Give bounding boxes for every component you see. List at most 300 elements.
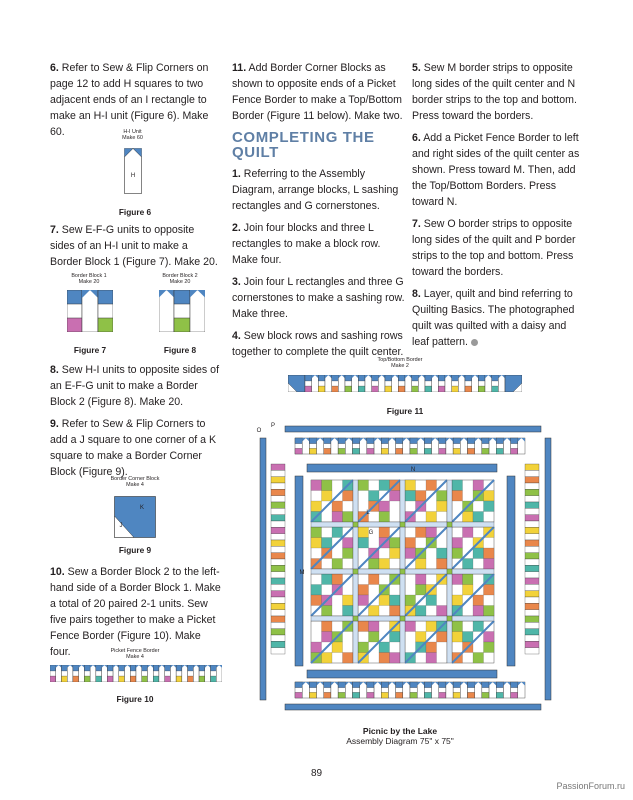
assembly-bottom-border-top-square (482, 682, 489, 688)
fig10-top-square (73, 665, 79, 671)
block-patch (416, 559, 427, 570)
assembly-top-border-top-square (482, 438, 489, 444)
assembly-bottom-border-accent-square (468, 692, 475, 698)
block-patch (379, 512, 390, 523)
block-patch (463, 512, 474, 523)
assembly-right-border-piece (525, 648, 539, 654)
block-patch (473, 512, 484, 523)
fig10-accent-square (107, 676, 113, 682)
block-patch (437, 632, 448, 643)
assembly-bottom-border-top-square (309, 682, 316, 688)
fig10-top-square (211, 665, 217, 671)
fig6-caption: Figure 6 (118, 207, 152, 217)
assembly-right-border-piece (525, 565, 539, 571)
block-patch (473, 548, 484, 559)
sashing-l (400, 480, 405, 522)
block-patch (473, 606, 484, 617)
assembly-left-border-piece (271, 508, 285, 514)
assembly-left-border-piece (271, 641, 285, 647)
fig10-accent-square (199, 676, 205, 682)
block-patch (322, 606, 333, 617)
assembly-top-border-accent-square (511, 448, 518, 454)
assembly-left-border-piece (271, 572, 285, 578)
block-patch (379, 527, 390, 538)
block-patch (405, 491, 416, 502)
fig11-top-square (492, 375, 499, 381)
block-patch (463, 585, 474, 596)
fig10-top-square (188, 665, 194, 671)
fig9-label-k: K (139, 505, 144, 511)
fig10-piece (193, 665, 199, 682)
assembly-right-border-piece (525, 584, 539, 590)
assembly-bottom-border-accent-square (381, 692, 388, 698)
assembly-top-border-accent-square (410, 448, 417, 454)
fig10-top-square (50, 665, 56, 671)
cornerstone-g (353, 522, 358, 527)
fig10-top-square (61, 665, 67, 671)
block-patch (484, 548, 495, 559)
sashing-l (311, 569, 353, 574)
step-1-middle: 1. Referring to the Assembly Diagram, arrange blocks, L sashing rectangles and G cornerstones. (232, 168, 399, 212)
sashing-l (447, 621, 452, 663)
fig11-caption: Figure 11 (386, 406, 424, 416)
fig11-piece (352, 375, 359, 392)
assembly-bottom-border-top-square (324, 682, 331, 688)
fig11-top-square (412, 375, 419, 381)
block-patch (426, 621, 437, 632)
assembly-top-border-top-square (439, 438, 446, 444)
sashing-l (405, 522, 447, 527)
fig10-top-square (142, 665, 148, 671)
assembly-bottom-border-accent-square (410, 692, 417, 698)
assembly-top-border-accent-square (453, 448, 460, 454)
step-7-right: 7. Sew O border strips to opposite long sides of the quilt and P border strips to the top and bottom. Press toward the borders. (412, 218, 576, 278)
block-patch (452, 574, 463, 585)
cornerstone-g (353, 569, 358, 574)
block-patch (322, 653, 333, 664)
block-patch (311, 585, 322, 596)
assembly-top-border-accent-square (309, 448, 316, 454)
block-patch (379, 595, 390, 606)
cornerstone-g (400, 616, 405, 621)
fig11-accent-square (345, 386, 352, 392)
fig11-piece (458, 375, 465, 392)
fig11-accent-square (358, 386, 365, 392)
fig11-piece (498, 375, 505, 392)
fig10-piece (113, 665, 119, 682)
assembly-left-border-piece (271, 496, 285, 502)
border-strip-p (285, 426, 541, 432)
assembly-left-border-piece (271, 515, 285, 521)
assembly-bottom-border-accent-square (338, 692, 345, 698)
block-patch (437, 548, 448, 559)
fig10-piece (170, 665, 176, 682)
assembly-left-border-piece (271, 489, 285, 495)
block-patch (311, 538, 322, 549)
assembly-right-border-piece (525, 559, 539, 565)
assembly-left-border-piece (271, 648, 285, 654)
assembly-bottom-border-top-square (496, 682, 503, 688)
fig11-piece (365, 375, 372, 392)
sashing-l (353, 621, 358, 663)
assembly-left-border-piece (271, 534, 285, 540)
fig10-accent-square (73, 676, 79, 682)
sashing-l (358, 522, 400, 527)
block-patch (390, 606, 401, 617)
assembly-title: Picnic by the Lake Assembly Diagram 75" x 75" (346, 726, 454, 746)
assembly-bottom-border-top-square (453, 682, 460, 688)
step-11-middle: 11. Add Border Corner Blocks as shown to opposite ends of a Picket Fence Border to make a Top/Bottom Border (Figure 11 below). Make two. (232, 62, 403, 122)
column-middle (232, 60, 408, 366)
assembly-right-border-piece (525, 635, 539, 641)
fig10-accent-square (176, 676, 182, 682)
fig9-border-corner-block (114, 496, 156, 538)
assembly-bottom-border-accent-square (295, 692, 302, 698)
block-patch (332, 574, 343, 585)
fig11-top-square (358, 375, 365, 381)
sashing-l (447, 527, 452, 569)
assembly-right-border-piece (525, 578, 539, 584)
fig7-border-block-1 (67, 290, 113, 332)
assembly-top-border-top-square (511, 438, 518, 444)
assembly-right-border-piece (525, 546, 539, 552)
assembly-left-border-piece (271, 629, 285, 635)
assembly-left-border-piece (271, 540, 285, 546)
block-patch (390, 632, 401, 643)
fig10-piece (205, 665, 211, 682)
block-patch (484, 642, 495, 653)
cornerstone-g (353, 616, 358, 621)
cornerstone-g (447, 522, 452, 527)
fig11-top-square (398, 375, 405, 381)
fig11-top-square (425, 375, 432, 381)
fig11-accent-square (305, 386, 312, 392)
block-patch (484, 559, 495, 570)
assembly-left-border-piece (271, 565, 285, 571)
assembly-top-border-top-square (424, 438, 431, 444)
block-patch (390, 595, 401, 606)
block-patch (416, 585, 427, 596)
assembly-bottom-border-accent-square (367, 692, 374, 698)
block-patch (322, 538, 333, 549)
block-patch (369, 559, 380, 570)
fig10-top-square (199, 665, 205, 671)
assembly-right-border-piece (525, 572, 539, 578)
fig11-piece (472, 375, 479, 392)
assembly-right-border-piece (525, 496, 539, 502)
block-patch (311, 642, 322, 653)
assembly-top-border-accent-square (338, 448, 345, 454)
sashing-l (353, 527, 358, 569)
fig10-accent-square (119, 676, 125, 682)
assembly-bottom-border-accent-square (439, 692, 446, 698)
assembly-left-border-piece (271, 470, 285, 476)
sashing-l (400, 527, 405, 569)
block-patch (484, 606, 495, 617)
assembly-bottom-border-top-square (439, 682, 446, 688)
assembly-left-border-piece (271, 616, 285, 622)
step-5-right: 5. Sew M border strips to opposite long sides of the quilt center and N border strips to the top and bottom. Press toward the borders. (412, 62, 577, 122)
fig11-top-square (465, 375, 472, 381)
fig11-top-square (345, 375, 352, 381)
block-patch (311, 527, 322, 538)
fig10-top-square (107, 665, 113, 671)
block-patch (332, 642, 343, 653)
fig10-picket-fence-border (50, 665, 222, 682)
sashing-l (311, 616, 353, 621)
block-patch (343, 491, 354, 502)
block-patch (332, 527, 343, 538)
fig10-piece (79, 665, 85, 682)
block-patch (390, 653, 401, 664)
fig10-piece (102, 665, 108, 682)
assembly-bottom-border-top-square (367, 682, 374, 688)
assembly-right-border-piece (525, 464, 539, 470)
assembly-bottom-border-top-square (338, 682, 345, 688)
fig10-top-square (119, 665, 125, 671)
block-patch (358, 480, 369, 491)
block-patch (322, 491, 333, 502)
fig11-piece (418, 375, 425, 392)
fig11-accent-square (372, 386, 379, 392)
block-patch (437, 559, 448, 570)
sashing-l (358, 616, 400, 621)
block-patch (379, 559, 390, 570)
block-patch (343, 606, 354, 617)
fig11-top-square (452, 375, 459, 381)
assembly-left-border-piece (271, 622, 285, 628)
assembly-top-border-accent-square (468, 448, 475, 454)
label-l: L (366, 510, 370, 516)
fig11-top-square (385, 375, 392, 381)
block-patch (452, 480, 463, 491)
assembly-top-border-top-square (324, 438, 331, 444)
assembly-bottom-border-top-square (295, 682, 302, 688)
block-patch (343, 653, 354, 664)
block-patch (343, 595, 354, 606)
block-patch (369, 574, 380, 585)
assembly-left-border-piece (271, 635, 285, 641)
block-patch (311, 595, 322, 606)
block-patch (405, 595, 416, 606)
fig11-top-bottom-border (288, 375, 522, 392)
assembly-right-border-piece (525, 540, 539, 546)
block-patch (416, 606, 427, 617)
assembly-bottom-border-accent-square (424, 692, 431, 698)
block-patch (416, 491, 427, 502)
block-patch (390, 548, 401, 559)
block-patch (390, 538, 401, 549)
block-patch (322, 621, 333, 632)
sashing-l (452, 616, 494, 621)
assembly-top-border-top-square (396, 438, 403, 444)
assembly-bottom-border-top-square (353, 682, 360, 688)
fig10-title: Picket Fence Border Make 4 (110, 648, 160, 661)
fig10-piece (147, 665, 153, 682)
block-patch (484, 501, 495, 512)
block-patch (426, 653, 437, 664)
sashing-l (358, 569, 400, 574)
assembly-right-border-piece (525, 521, 539, 527)
block-patch (379, 501, 390, 512)
block-patch (358, 585, 369, 596)
block-patch (416, 632, 427, 643)
assembly-top-border-top-square (410, 438, 417, 444)
block-patch (369, 606, 380, 617)
fig10-piece (67, 665, 73, 682)
fig11-accent-square (425, 386, 432, 392)
assembly-bottom-border-accent-square (482, 692, 489, 698)
fig10-piece (159, 665, 165, 682)
block-patch (452, 595, 463, 606)
assembly-right-border-piece (525, 597, 539, 603)
assembly-right-border-piece (525, 483, 539, 489)
label-m: M (299, 570, 305, 576)
assembly-top-border-accent-square (381, 448, 388, 454)
fig11-top-square (332, 375, 339, 381)
fig11-piece (338, 375, 345, 392)
block-patch (426, 595, 437, 606)
fig10-accent-square (84, 676, 90, 682)
assembly-right-border-piece (525, 622, 539, 628)
fig11-accent-square (398, 386, 405, 392)
step-8-right: 8. Layer, quilt and bind referring to Quilting Basics. The photographed quilt was quilted with a daisy and leaf pattern. (412, 288, 575, 348)
assembly-right-border-piece (525, 534, 539, 540)
block-patch (379, 480, 390, 491)
fig10-piece (90, 665, 96, 682)
block-patch (452, 538, 463, 549)
assembly-bottom-border-top-square (396, 682, 403, 688)
cornerstone-g (400, 522, 405, 527)
block-patch (416, 574, 427, 585)
fig6-title: H-I Unit Make 60 (122, 129, 143, 142)
fig11-piece (325, 375, 332, 392)
assembly-bottom-border-accent-square (309, 692, 316, 698)
block-patch (416, 527, 427, 538)
assembly-top-border-top-square (453, 438, 460, 444)
assembly-bottom-border-top-square (410, 682, 417, 688)
assembly-right-border-piece (525, 477, 539, 483)
assembly-top-border-accent-square (324, 448, 331, 454)
block-patch (473, 621, 484, 632)
assembly-left-border-piece (271, 521, 285, 527)
assembly-left-border-piece (271, 584, 285, 590)
block-patch (358, 642, 369, 653)
border-strip-m (507, 476, 515, 666)
assembly-bottom-border-accent-square (511, 692, 518, 698)
fig10-accent-square (153, 676, 159, 682)
assembly-left-border-piece (271, 597, 285, 603)
fig7-title: Border Block 1 Make 20 (71, 273, 107, 286)
fig11-title: Top/Bottom Border Make 2 (377, 357, 423, 370)
block-patch (463, 574, 474, 585)
label-o: O (256, 428, 262, 434)
block-patch (311, 501, 322, 512)
column-right (412, 60, 584, 356)
block-patch (452, 621, 463, 632)
end-mark-icon (471, 339, 478, 346)
block-patch (484, 491, 495, 502)
fig11-piece (445, 375, 452, 392)
block-patch (322, 480, 333, 491)
border-strip-n (307, 670, 497, 678)
fig11-piece (312, 375, 319, 392)
fig10-top-square (176, 665, 182, 671)
sashing-l (400, 621, 405, 663)
block-patch (379, 653, 390, 664)
block-patch (437, 491, 448, 502)
assembly-top-border-accent-square (496, 448, 503, 454)
sashing-l (400, 574, 405, 616)
assembly-top-border-top-square (353, 438, 360, 444)
block-patch (358, 595, 369, 606)
sashing-l (452, 569, 494, 574)
fig10-caption: Figure 10 (116, 694, 154, 704)
assembly-right-border-piece (525, 603, 539, 609)
assembly-left-border-piece (271, 477, 285, 483)
assembly-right-border-piece (525, 515, 539, 521)
fig10-piece (56, 665, 62, 682)
step-6-right: 6. Add a Picket Fence Border to left and right sides of the quilt center as shown. Press toward M. Then, add the Top/Bottom Borders. Press toward N. (412, 132, 580, 208)
assembly-top-border-accent-square (295, 448, 302, 454)
assembly-top-border-top-square (496, 438, 503, 444)
fig10-accent-square (50, 676, 56, 682)
column-left-step7 (50, 222, 220, 276)
assembly-diagram (255, 424, 555, 714)
label-n: N (410, 467, 416, 473)
fig10-top-square (130, 665, 136, 671)
assembly-left-border-piece (271, 502, 285, 508)
block-patch (452, 632, 463, 643)
fig10-accent-square (165, 676, 171, 682)
fig11-top-square (438, 375, 445, 381)
fig8-border-block-2 (159, 290, 205, 332)
assembly-left-border-piece (271, 527, 285, 533)
fig10-piece (136, 665, 142, 682)
fig11-piece (432, 375, 439, 392)
fig9-caption: Figure 9 (118, 545, 152, 555)
assembly-bottom-border-top-square (381, 682, 388, 688)
cornerstone-g (447, 616, 452, 621)
block-patch (473, 480, 484, 491)
fig8-title: Border Block 2 Make 20 (162, 273, 198, 286)
fig10-accent-square (61, 676, 67, 682)
assembly-left-border-piece (271, 553, 285, 559)
step-10-left: 10. Sew a Border Block 2 to the left-hand side of a Border Block 1. Make a total of 20 paired 2-1 units. Sew five pairs together to make a Picket Fence Border (Figure 10). Make four. (50, 566, 221, 658)
block-patch (437, 501, 448, 512)
block-patch (369, 491, 380, 502)
fig10-piece (182, 665, 188, 682)
fig8-caption: Figure 8 (163, 345, 197, 355)
sashing-l (405, 569, 447, 574)
fig11-accent-square (385, 386, 392, 392)
fig10-accent-square (130, 676, 136, 682)
fig10-top-square (165, 665, 171, 671)
sashing-l (353, 480, 358, 522)
assembly-bottom-border-accent-square (353, 692, 360, 698)
step-9-left: 9. Refer to Sew & Flip Corners to add a J square to one corner of a K square to make a Border Corner Block (Figure 9). (50, 418, 217, 478)
block-patch (484, 632, 495, 643)
fig9-title: Border Corner Block Make 4 (110, 476, 160, 489)
fig11-top-square (372, 375, 379, 381)
sashing-l (405, 616, 447, 621)
label-g: G (368, 530, 374, 536)
step-4-middle: 4. Sew block rows and sashing rows together to complete the quilt center. (232, 330, 404, 358)
sashing-l (447, 480, 452, 522)
block-patch (405, 538, 416, 549)
assembly-top-border-accent-square (396, 448, 403, 454)
block-patch (405, 480, 416, 491)
